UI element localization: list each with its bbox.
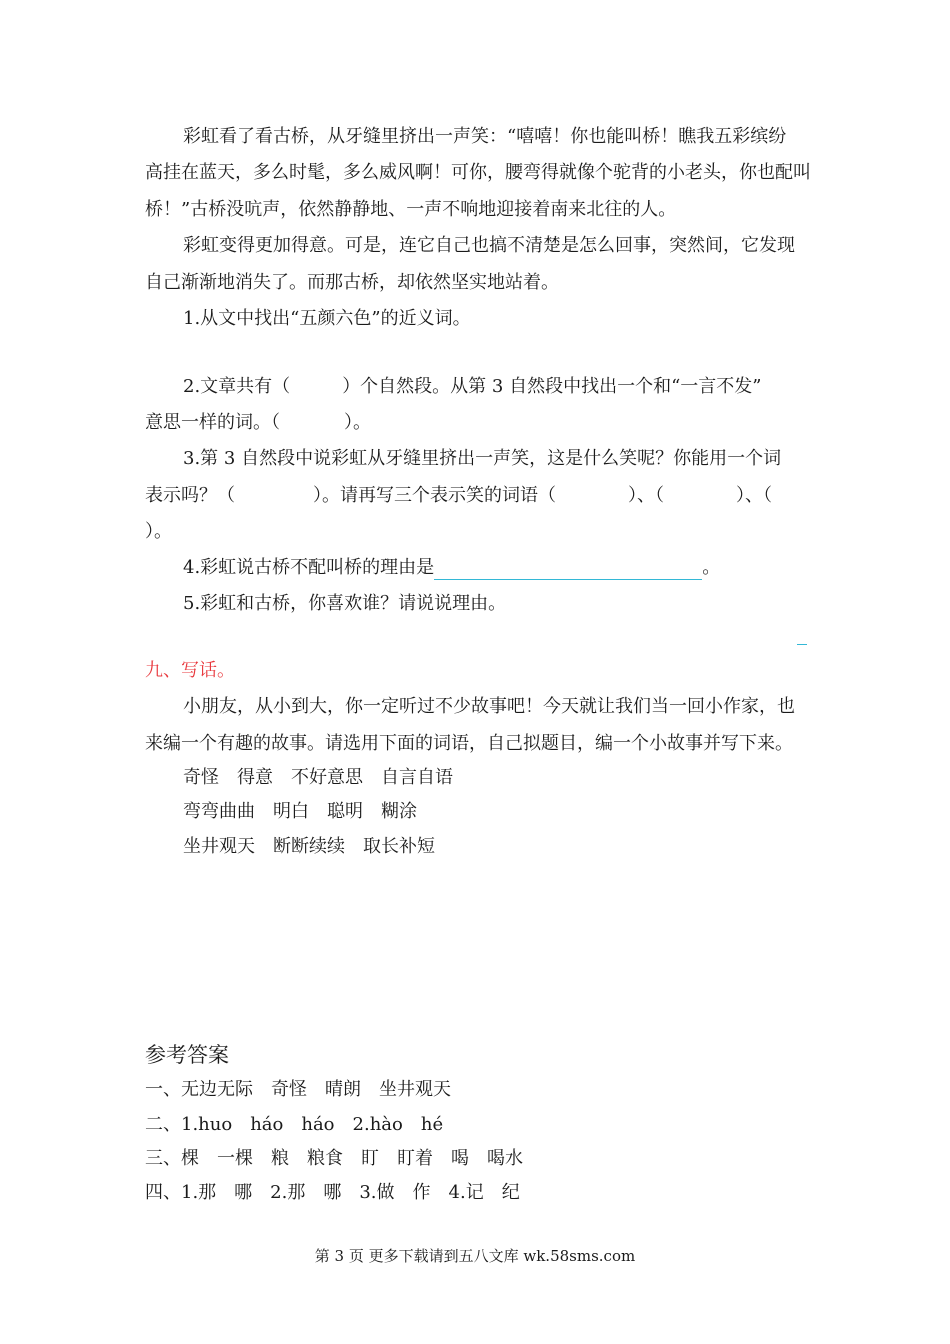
question-2-text-a: 2.文章共有（ (183, 376, 291, 397)
writing-intro-line: 来编一个有趣的故事。请选用下面的词语，自己拟题目，编一个小故事并写下来。 (145, 733, 793, 754)
answer-underline (434, 561, 702, 580)
passage-line: 高挂在蓝天，多么时髦，多么威风啊！可你，腰弯得就像个驼背的小老头，你也配叫 (145, 162, 811, 183)
question-1: 1.从文中找出“五颜六色”的近义词。 (183, 308, 471, 329)
passage-line: 自己渐渐地消失了。而那古桥，却依然坚实地站着。 (145, 272, 559, 293)
page-footer: 第 3 页 更多下载请到五八文库 wk.58sms.com (314, 1247, 636, 1265)
answer-line: 四、1.那 哪 2.那 哪 3.做 作 4.记 纪 (145, 1182, 520, 1203)
question-4-end: 。 (702, 557, 721, 578)
question-3-line-3: ）。 (145, 521, 172, 542)
question-2-text-b: ）个自然段。从第 3 自然段中找出一个和“一言不发” (342, 376, 762, 397)
question-3-text-b: ）。请再写三个表示笑的词语（ (313, 485, 556, 506)
question-5: 5.彩虹和古桥，你喜欢谁？请说说理由。 (183, 593, 507, 614)
passage-line: 彩虹看了看古桥，从牙缝里挤出一声笑：“嘻嘻！你也能叫桥！瞧我五彩缤纷 (183, 126, 787, 147)
question-2-line-1 (183, 375, 853, 399)
question-2-line-2 (145, 411, 815, 435)
word-list-row: 坐井观天 断断续续 取长补短 (183, 836, 435, 857)
question-3-line-1: 3.第 3 自然段中说彩虹从牙缝里挤出一声笑，这是什么笑呢？你能用一个词 (183, 448, 782, 469)
question-4 (183, 556, 853, 580)
answer-line: 二、1.huo háo háo 2.hào hé (145, 1114, 444, 1135)
question-2-text-d: ）。 (344, 412, 371, 433)
passage-line: 桥！”古桥没吭声，依然静静地、一声不响地迎接着南来北往的人。 (145, 199, 677, 220)
question-3-line-2 (145, 484, 815, 508)
question-3-text-d: ）、（ (736, 485, 772, 506)
question-2-text-c: 意思一样的词。（ (145, 412, 280, 433)
answer-line: 三、棵 一棵 粮 粮食 盯 盯着 喝 喝水 (145, 1148, 523, 1169)
word-list-row: 奇怪 得意 不好意思 自言自语 (183, 767, 453, 788)
question-4-text: 4.彩虹说古桥不配叫桥的理由是 (183, 557, 435, 578)
section-heading-writing: 九、写话。 (145, 660, 235, 681)
question-3-text-a: 表示吗？（ (145, 485, 235, 506)
answers-heading: 参考答案 (145, 1043, 229, 1067)
writing-intro-line: 小朋友，从小到大，你一定听过不少故事吧！今天就让我们当一回小作家，也 (183, 696, 795, 717)
word-list-row: 弯弯曲曲 明白 聪明 糊涂 (183, 801, 417, 822)
answer-line: 一、无边无际 奇怪 晴朗 坐井观天 (145, 1079, 451, 1100)
passage-line: 彩虹变得更加得意。可是，连它自己也搞不清楚是怎么回事，突然间，它发现 (183, 235, 795, 256)
question-3-text-c: ）、（ (628, 485, 664, 506)
decorative-dash (797, 644, 807, 645)
